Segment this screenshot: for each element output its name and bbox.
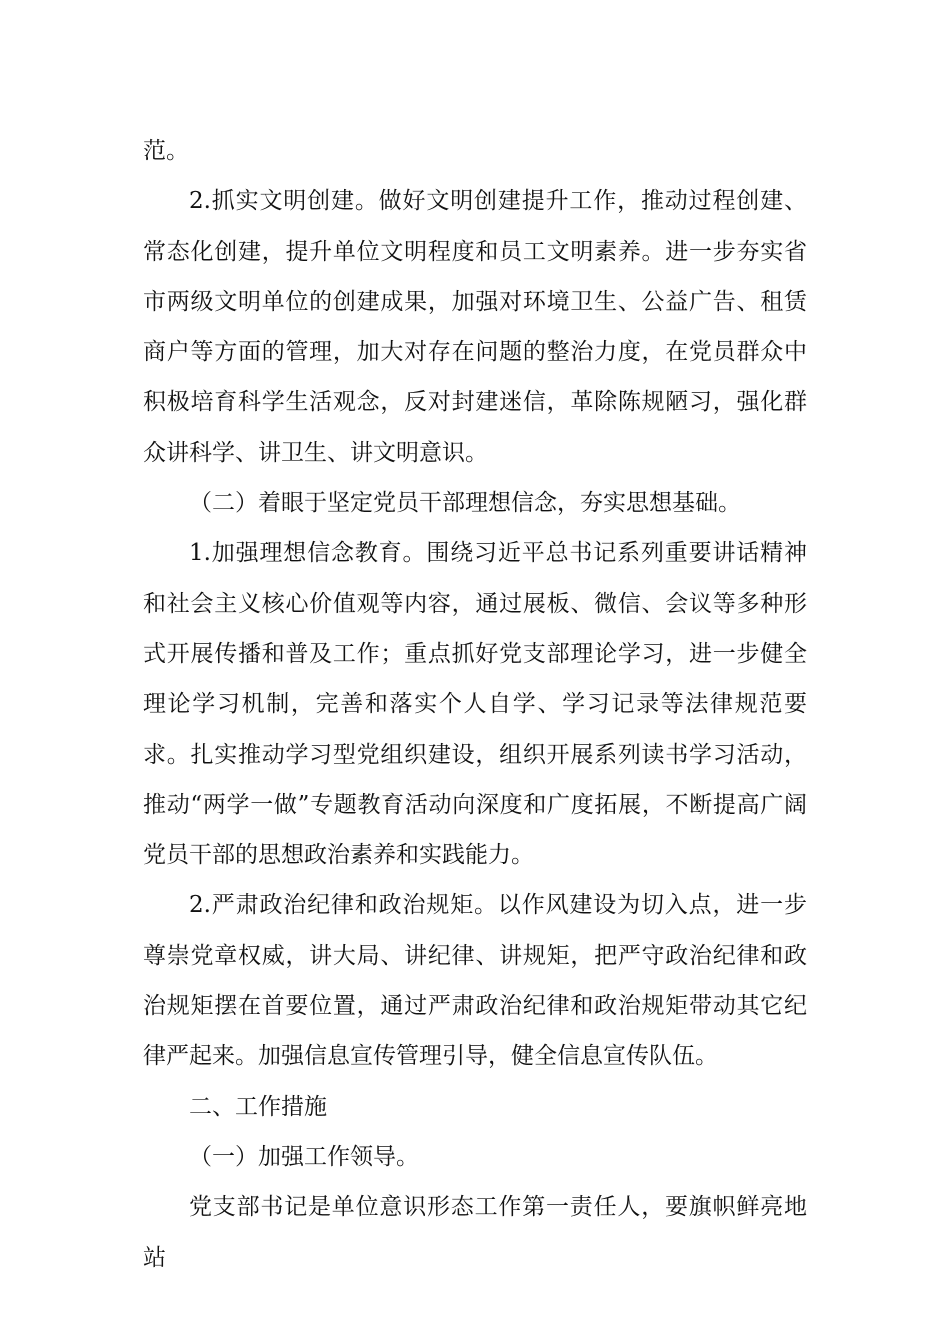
paragraph-party-secretary: 党支部书记是单位意识形态工作第一责任人，要旗帜鲜亮地站 <box>143 1194 807 1271</box>
paragraph-civilization-creation: 2.抓实文明创建。做好文明创建提升工作，推动过程创建、常态化创建，提升单位文明程度和员工文明素养。进一步夯实省市两级文明单位的创建成果，加强对环境卫生、公益广告、租赁商户等方面的管理，加大对存在问题的整治力度，在党员群众中积极培育科学生活观念，反对封建迷信，革除陈规陋习，强化群众讲科学、讲卫生、讲文明意识。 <box>143 188 807 466</box>
document-body <box>143 126 807 1283</box>
paragraph-political-discipline: 2.严肃政治纪律和政治规矩。以作风建设为切入点，进一步尊崇党章权威，讲大局、讲纪律、讲规矩，把严守政治纪律和政治规矩摆在首要位置，通过严肃政治纪律和政治规矩带动其它纪律严起来。加强信息宣传管理引导，健全信息宣传队伍。 <box>143 892 807 1070</box>
paragraph-continuation: 范。 <box>143 138 189 164</box>
paragraph-ideals-education: 1.加强理想信念教育。围绕习近平总书记系列重要讲话精神和社会主义核心价值观等内容，通过展板、微信、会议等多种形式开展传播和普及工作；重点抓好党支部理论学习，进一步健全理论学习机制，完善和落实个人自学、学习记录等法律规范要求。扎实推动学习型党组织建设，组织开展系列读书学习活动，推动“两学一做”专题教育活动向深度和广度拓展，不断提高广阔党员干部的思想政治素养和实践能力。 <box>143 540 807 869</box>
section-heading-leadership: （一）加强工作领导。 <box>189 1143 419 1170</box>
section-heading-ideals: （二）着眼于坚定党员干部理想信念，夯实思想基础。 <box>189 490 741 517</box>
section-heading-work-measures: 二、工作措施 <box>189 1093 327 1120</box>
